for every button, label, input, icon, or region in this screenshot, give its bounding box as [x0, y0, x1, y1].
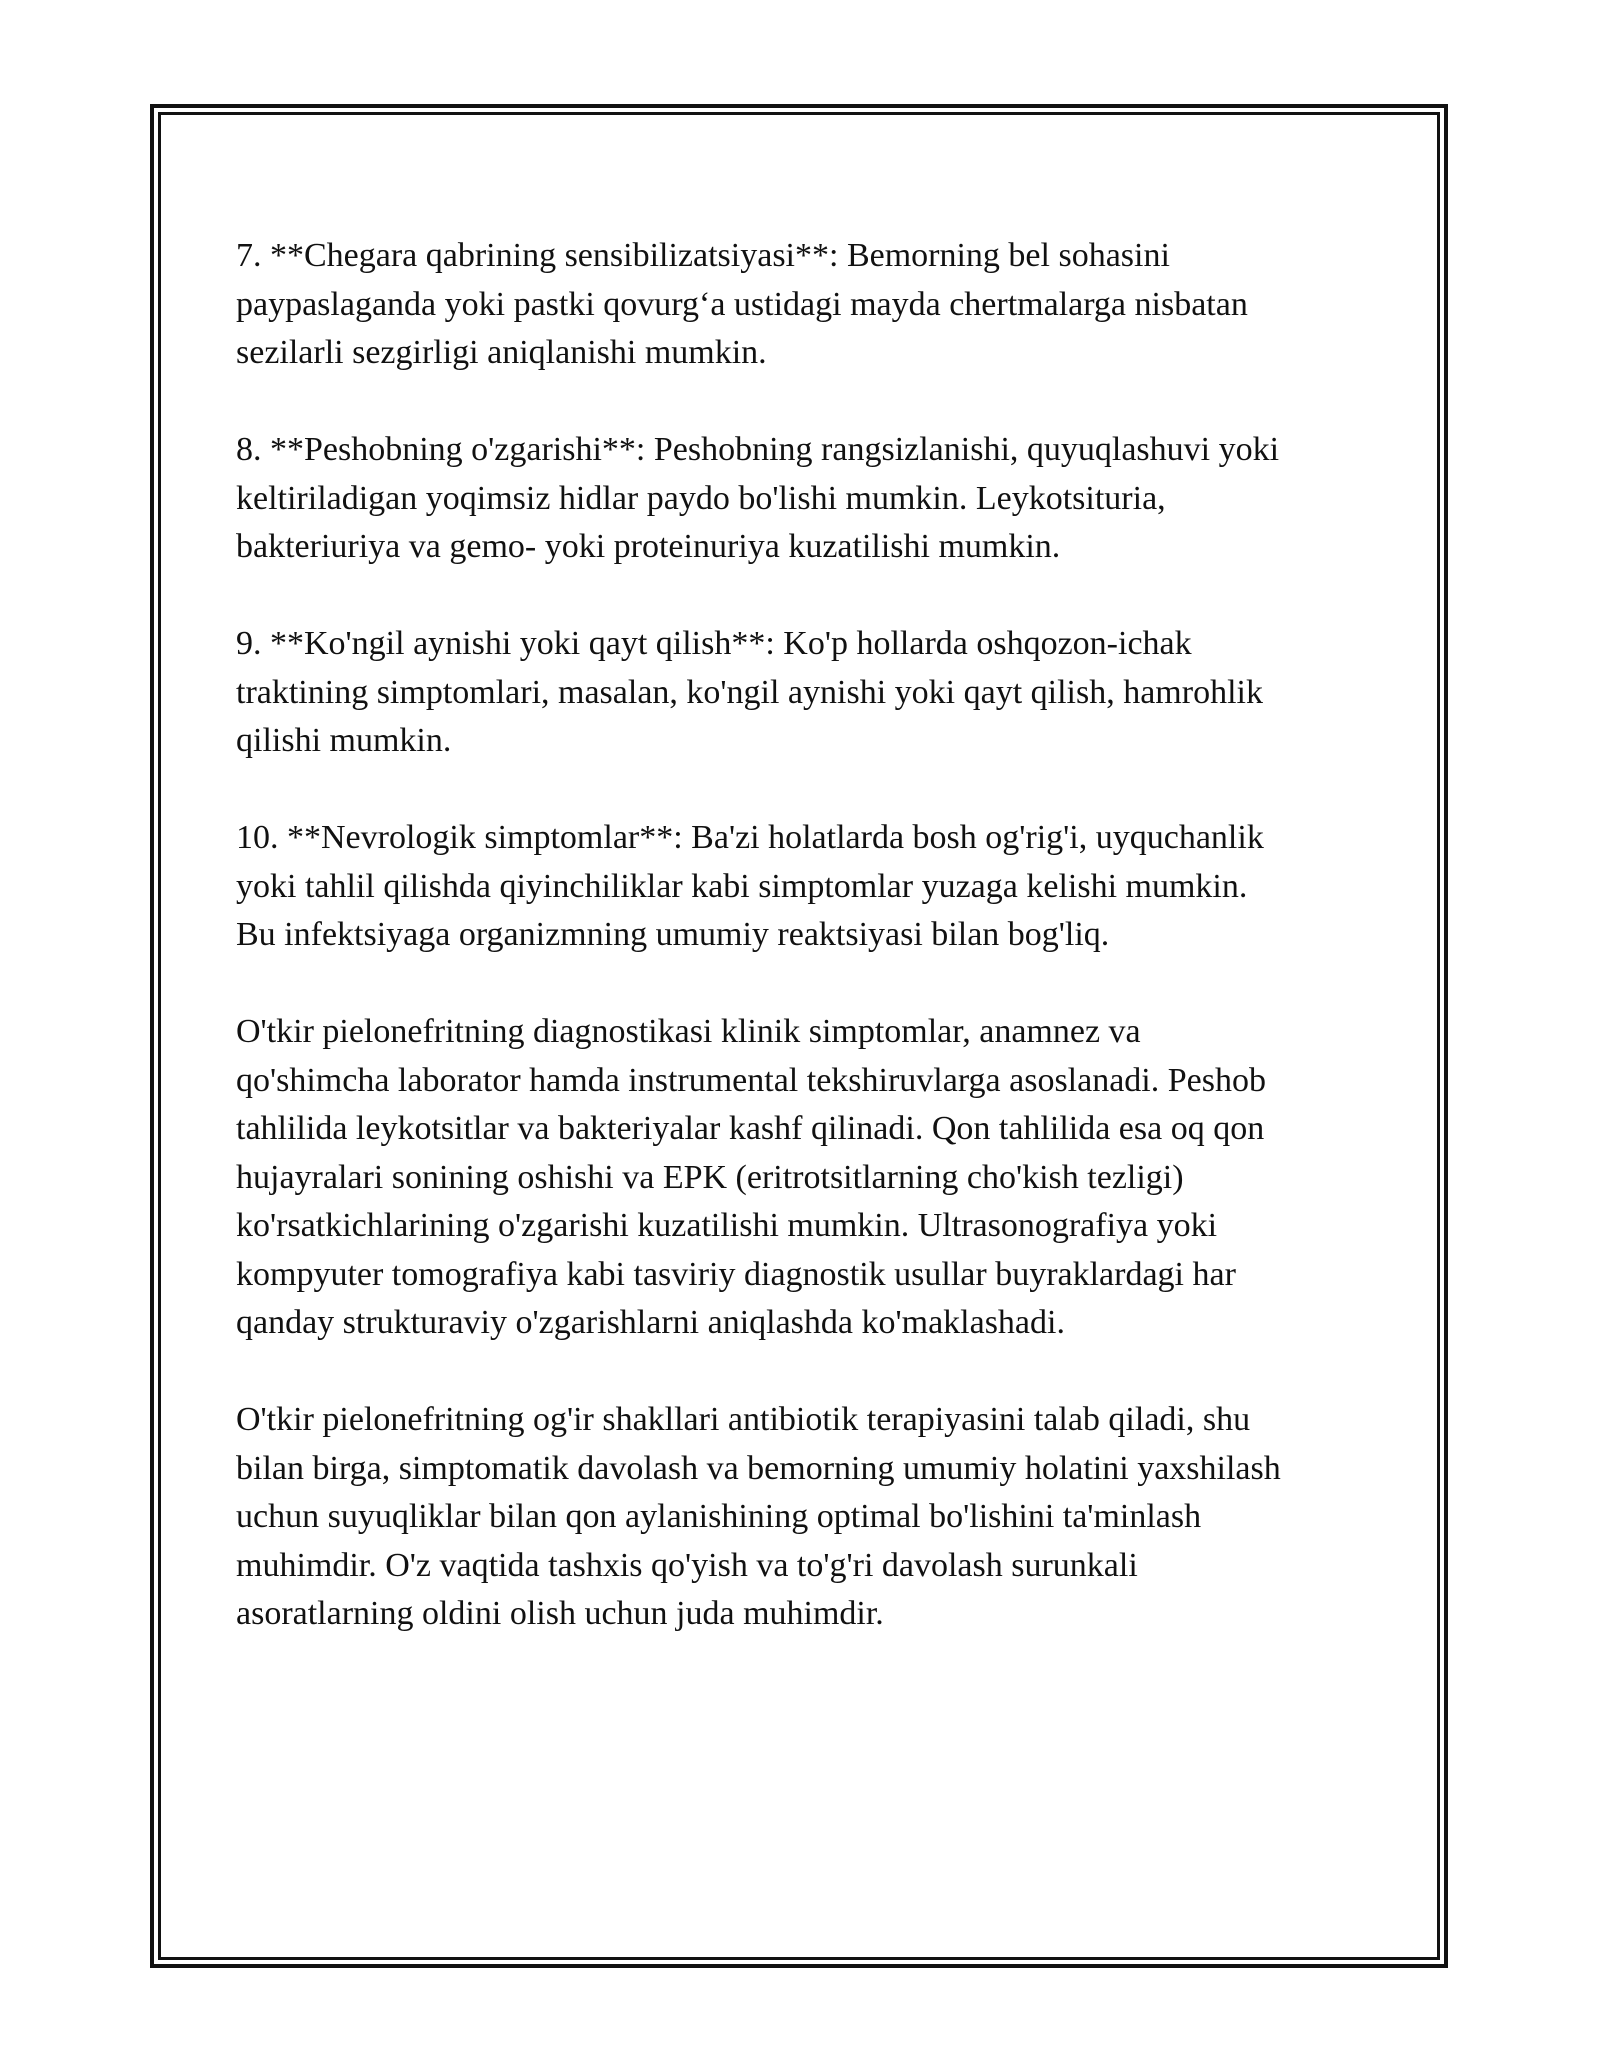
text-line: bakteriuriya va gemo- yoki proteinuriya kuzatilishi mumkin.: [236, 528, 1061, 565]
text-line: O'tkir pielonefritning diagnostikasi klinik simptomlar, anamnez va: [236, 1013, 1141, 1050]
paragraph-treatment: [236, 1396, 1386, 1639]
text-line: 8. **Peshobning o'zgarishi**: Peshobning rangsizlanishi, quyuqlashuvi yoki: [236, 431, 1280, 468]
text-line: qilishi mumkin.: [236, 722, 452, 759]
text-line: traktining simptomlari, masalan, ko'ngil aynishi yoki qayt qilish, hamrohlik: [236, 673, 1263, 711]
text-line: kompyuter tomografiya kabi tasviriy diagnostik usullar buyraklardagi har: [236, 1255, 1236, 1293]
text-line: asoratlarning oldini olish uchun juda muhimdir.: [236, 1595, 884, 1632]
text-line: 9. **Ko'ngil aynishi yoki qayt qilish**: Ko'p hollarda oshqozon-ichak: [236, 625, 1192, 662]
text-line: Bu infektsiyaga organizmning umumiy reaktsiyasi bilan bog'liq.: [236, 916, 1110, 953]
text-line: qanday strukturaviy o'zgarishlarni aniqlashda ko'maklashadi.: [236, 1304, 1065, 1341]
text-line: tahlilida leykotsitlar va bakteriyalar kashf qilinadi. Qon tahlilida esa oq qon: [236, 1110, 1265, 1147]
paragraph-item-9: [236, 620, 1386, 766]
text-line: qo'shimcha laborator hamda instrumental tekshiruvlarga asoslanadi. Peshob: [236, 1061, 1266, 1099]
text-line: 10. **Nevrologik simptomlar**: Ba'zi holatlarda bosh og'rig'i, uyquchanlik: [236, 819, 1264, 856]
text-line: muhimdir. O'z vaqtida tashxis qo'yish va to'g'ri davolash surunkali: [236, 1546, 1138, 1584]
text-line: hujayralari sonining oshishi va EPK (eritrotsitlarning cho'kish tezligi): [236, 1158, 1184, 1196]
text-line: bilan birga, simptomatik davolash va bemorning umumiy holatini yaxshilash: [236, 1449, 1281, 1487]
text-line: O'tkir pielonefritning og'ir shakllari antibiotik terapiyasini talab qiladi, shu: [236, 1401, 1251, 1438]
paragraph-item-8: [236, 426, 1386, 572]
text-line: 7. **Chegara qabrining sensibilizatsiyasi**: Bemorning bel sohasini: [236, 237, 1170, 274]
text-line: ko'rsatkichlarining o'zgarishi kuzatilishi mumkin. Ultrasonografiya yoki: [236, 1207, 1218, 1244]
text-line: keltiriladigan yoqimsiz hidlar paydo bo'lishi mumkin. Leykotsituria,: [236, 479, 1166, 517]
text-line: uchun suyuqliklar bilan qon aylanishining optimal bo'lishini ta'minlash: [236, 1498, 1202, 1535]
text-line: sezilarli sezgirligi aniqlanishi mumkin.: [236, 334, 767, 371]
paragraph-diagnostics: [236, 1008, 1386, 1348]
paragraph-item-10: [236, 814, 1386, 960]
text-line: yoki tahlil qilishda qiyinchiliklar kabi simptomlar yuzaga kelishi mumkin.: [236, 867, 1248, 905]
paragraph-item-7: [236, 232, 1386, 378]
text-line: paypaslaganda yoki pastki qovurg‘a ustidagi mayda chertmalarga nisbatan: [236, 285, 1248, 323]
document-body: [236, 232, 1386, 1687]
